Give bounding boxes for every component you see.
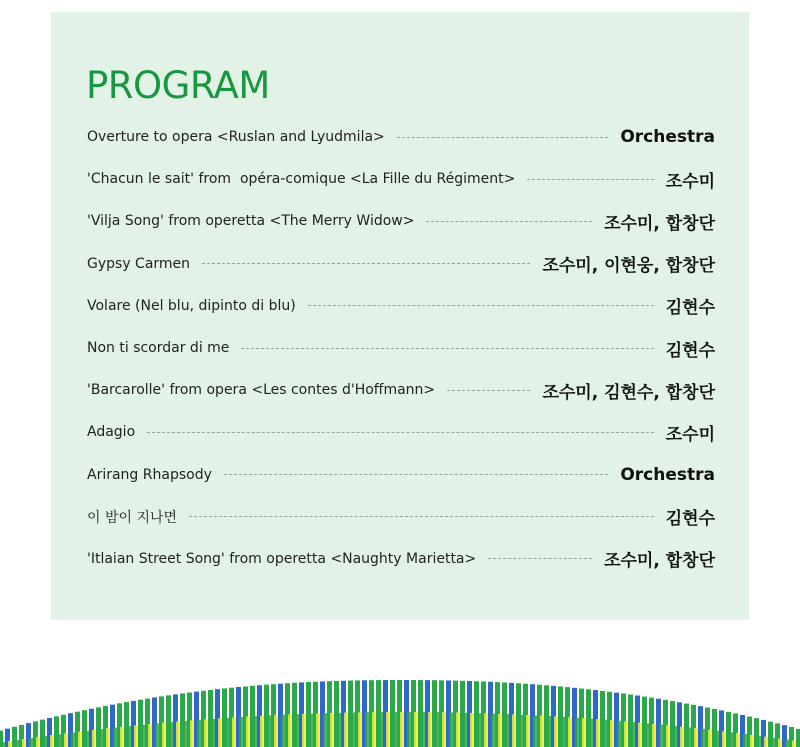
program-row: [87, 369, 715, 411]
decorative-stripes: [0, 676, 800, 747]
piece-title: Adagio: [87, 424, 136, 441]
dotted-leader: [202, 263, 530, 264]
program-row: [87, 243, 715, 285]
dotted-leader: [241, 348, 653, 349]
program-row: [87, 327, 715, 369]
piece-title: 'Barcarolle' from opera <Les contes d'Hoffmann>: [87, 382, 436, 399]
dotted-leader: [189, 516, 654, 517]
performer: 김현수: [665, 340, 715, 361]
program-row: [87, 496, 715, 538]
dotted-leader: [147, 432, 654, 433]
performer: 조수미, 이현웅, 합창단: [542, 256, 715, 277]
program-list: [87, 116, 715, 580]
program-row: [87, 158, 715, 200]
dotted-leader: [224, 474, 608, 475]
dotted-leader: [447, 390, 530, 391]
piece-title: Gypsy Carmen: [87, 255, 191, 272]
program-row: [87, 454, 715, 496]
piece-title: 'Itlaian Street Song' from operetta <Naughty Marietta>: [87, 550, 477, 567]
program-title: PROGRAM: [86, 64, 270, 107]
program-card: [51, 12, 749, 620]
piece-title: Overture to opera <Ruslan and Lyudmila>: [87, 129, 385, 146]
program-row: [87, 285, 715, 327]
program-row: [87, 538, 715, 580]
performer: 조수미, 합창단: [604, 551, 715, 572]
dotted-leader: [527, 179, 653, 180]
dotted-leader: [426, 221, 592, 222]
program-row: [87, 200, 715, 242]
dotted-leader: [488, 558, 592, 559]
performer: 조수미: [665, 171, 715, 192]
dotted-leader: [397, 137, 609, 138]
piece-title: Arirang Rhapsody: [87, 466, 212, 483]
program-row: [87, 411, 715, 453]
performer: Orchestra: [620, 127, 715, 148]
performer: Orchestra: [620, 464, 715, 485]
piece-title: Non ti scordar di me: [87, 340, 230, 357]
performer: 조수미, 김현수, 합창단: [542, 382, 715, 403]
performer: 김현수: [665, 509, 715, 530]
performer: 조수미: [665, 424, 715, 445]
piece-title: 'Vilja Song' from operetta <The Merry Widow>: [87, 213, 415, 230]
piece-title: Volare (Nel blu, dipinto di blu): [87, 297, 296, 314]
performer: 조수미, 합창단: [604, 213, 715, 234]
dotted-leader: [308, 305, 654, 306]
piece-title: 이 밤이 지나면: [87, 509, 178, 526]
program-row: [87, 116, 715, 158]
piece-title: 'Chacun le sait' from opéra-comique <La Fille du Régiment>: [87, 171, 516, 188]
performer: 김현수: [665, 298, 715, 319]
